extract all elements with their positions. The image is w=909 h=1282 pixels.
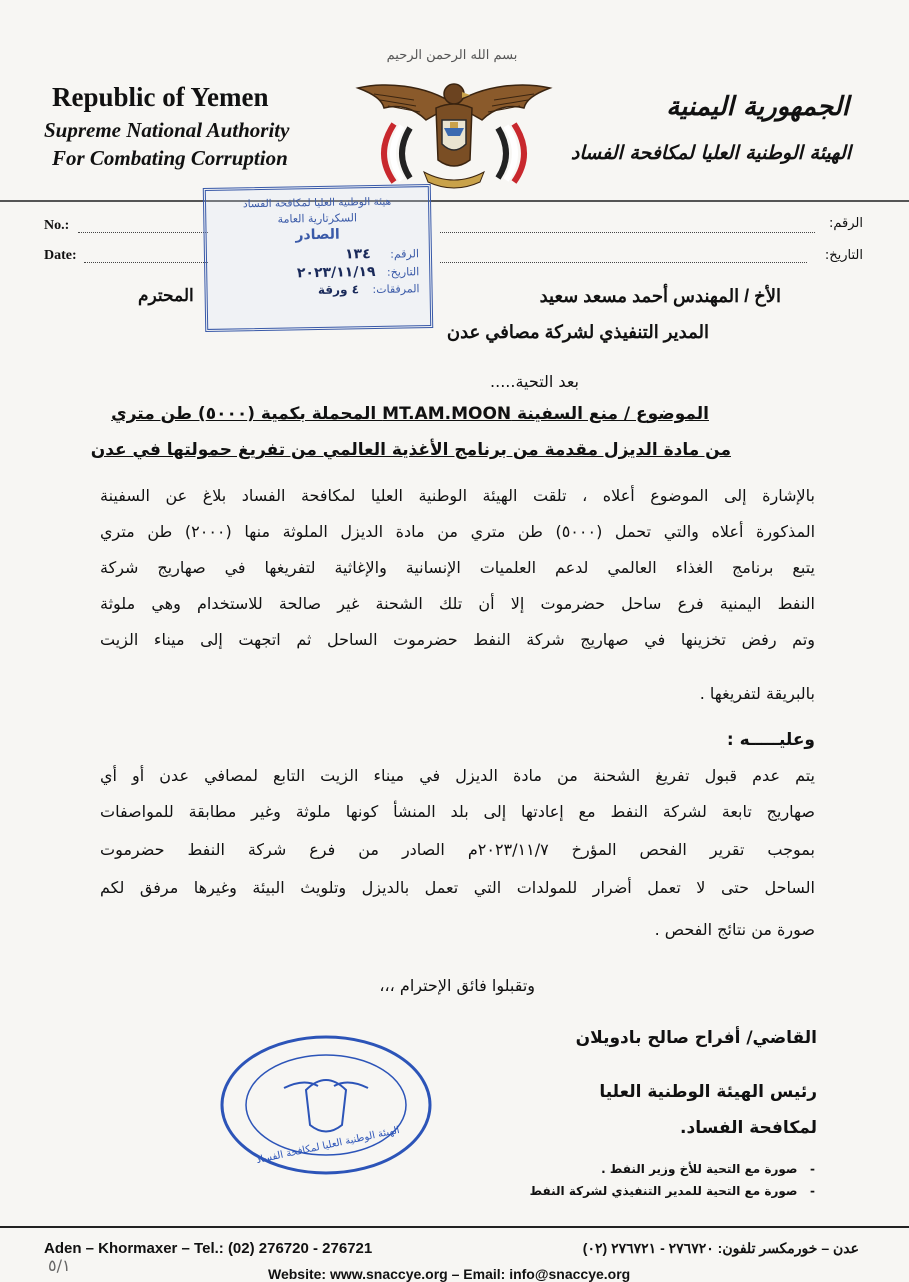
ar-no-field: [440, 232, 815, 233]
header-ar-subtitle: الهيئة الوطنية العليا لمكافحة الفساد: [570, 142, 851, 164]
page-mark: ٥/١: [48, 1256, 71, 1275]
body2-line-2: صهاريج تابعة لشركة النفط مع إعادتها إلى بلد المنشأ كونها ملوثة وغير مطابقة للمواصفات: [100, 802, 815, 821]
subject-line-2: من مادة الديزل مقدمة من برنامج الأغذية العالمي من تفريغ حمولتها في عدن: [90, 440, 731, 460]
seal-text: الهيئة الوطنية العليا لمكافحة الفساد: [255, 1124, 401, 1167]
body1-line-5: وتم رفض تخزينها في صهاريج شركة النفط حضرموت الساحل ثم اتجهت إلى ميناء الزيت: [100, 630, 815, 649]
stamp-number-label: الرقم:: [390, 247, 420, 261]
header-en-title: Republic of Yemen: [52, 82, 269, 112]
header-ar-title: الجمهورية اليمنية: [666, 92, 849, 122]
footer-ar-address: عدن – خورمكسر تلفون: ٢٧٦٧٢٠ - ٢٧٦٧٢١ (٠٢): [582, 1240, 859, 1256]
stamp-date-value: ٢٠٢٣/١١/١٩: [296, 264, 376, 282]
no-field: [78, 232, 208, 233]
signature-title-1: رئيس الهيئة الوطنية العليا: [599, 1082, 817, 1102]
body1-line-3: يتبع برنامج الغذاء العالمي لدعم العلميات الإنسانية والإغاثية لتفريغها في صهاريج شركة: [100, 558, 815, 577]
body1-line-4: النفط اليمنية فرع ساحل حضرموت إلا أن تلك الشحنة غير صالحة للاستخدام وهي ملوثة: [100, 594, 815, 613]
stamp-line-1: هيئة الوطنية العليا لمكافحة الفساد: [242, 195, 392, 211]
footer-en-address: Aden – Khormaxer – Tel.: (02) 276720 - 276721: [44, 1240, 373, 1257]
cc-item-2: [530, 1184, 815, 1198]
cc-bullet-2: -: [797, 1184, 815, 1198]
therefore-heading: وعليـــــه :: [726, 730, 815, 750]
yemen-emblem-icon: [354, 64, 554, 194]
ar-date-field: [440, 262, 807, 263]
stamp-attachments-label: المرفقات:: [372, 282, 420, 297]
basmala: بسم الله الرحمن الرحيم: [386, 48, 518, 63]
stamp-attachments-row: [217, 281, 419, 299]
stamp-date-row: [217, 263, 419, 283]
body1-line-2: المذكورة أعلاه والتي تحمل (٥٠٠٠) طن متري من مادة الديزل الملوثة منها (٢٠٠٠) طن متري: [100, 522, 816, 541]
body1-line-1: بالإشارة إلى الموضوع أعلاه ، تلقت الهيئة الوطنية العليا لمكافحة الفساد بلاغ عن السفينة: [100, 486, 815, 505]
closing: وتقبلوا فائق الإحترام ،،،: [379, 976, 535, 995]
addressee-line-1: الأخ / المهندس أحمد مسعد سعيد: [539, 286, 781, 306]
cc-bullet-1: -: [797, 1162, 815, 1176]
cc-item-1: [601, 1162, 815, 1176]
stamp-number-row: [217, 245, 419, 265]
body2-line-1: يتم عدم قبول تفريغ الشحنة من مادة الديزل في ميناء الزيت التابع لمصافي عدن أو أي: [100, 766, 815, 785]
signature-title-2: لمكافحة الفساد.: [680, 1118, 817, 1138]
date-field: [84, 262, 208, 263]
header-en-subtitle-1: Supreme National Authority: [44, 118, 290, 142]
cc-text-1: صورة مع التحية للأخ وزير النفط .: [601, 1162, 798, 1176]
body2-line-3: بموجب تقرير الفحص المؤرخ ٢٠٢٣/١١/٧م الصادر من فرع شركة النفط حضرموت: [100, 840, 816, 859]
cc-text-2: صورة مع التحية للمدير التنفيذي لشركة النفط: [529, 1184, 798, 1198]
ar-no-label: الرقم:: [829, 216, 863, 231]
signature-name: القاضي/ أفراح صالح بادويلان: [575, 1028, 817, 1048]
body2-line-4: الساحل حتى لا تعمل أضرار للمولدات التي تعمل بالديزل وتلويث البيئة وغيرها مرفق لكم: [100, 878, 815, 897]
header-en-subtitle-2: For Combating Corruption: [52, 146, 288, 170]
footer-divider: [0, 1226, 909, 1228]
footer-website: Website: www.snaccye.org – Email: info@snaccye.org: [268, 1266, 631, 1282]
addressee-line-2: المدير التنفيذي لشركة مصافي عدن: [446, 322, 709, 342]
body1-line-6: بالبريقة لتفريغها .: [699, 684, 815, 703]
greeting: بعد التحية.....: [490, 372, 579, 391]
no-label: No.:: [44, 218, 70, 233]
registry-stamp: [203, 184, 433, 332]
header-divider: [0, 200, 909, 202]
stamp-line-3: الصادر: [295, 226, 340, 244]
body2-line-5: صورة من نتائج الفحص .: [654, 920, 815, 939]
subject-line-1: الموضوع / منع السفينة MT.AM.MOON المحملة بكمية (٥٠٠٠) طن متري: [111, 404, 709, 424]
ar-date-label: التاريخ:: [824, 248, 863, 263]
addressee-honorific: المحترم: [138, 286, 194, 305]
date-label: Date:: [44, 248, 77, 263]
stamp-date-label: التاريخ:: [386, 265, 420, 279]
stamp-line-2: السكرتارية العامة: [277, 211, 358, 226]
stamp-attachments-value: ٤ ورقة: [317, 282, 360, 298]
stamp-number-value: ١٣٤: [344, 246, 371, 263]
